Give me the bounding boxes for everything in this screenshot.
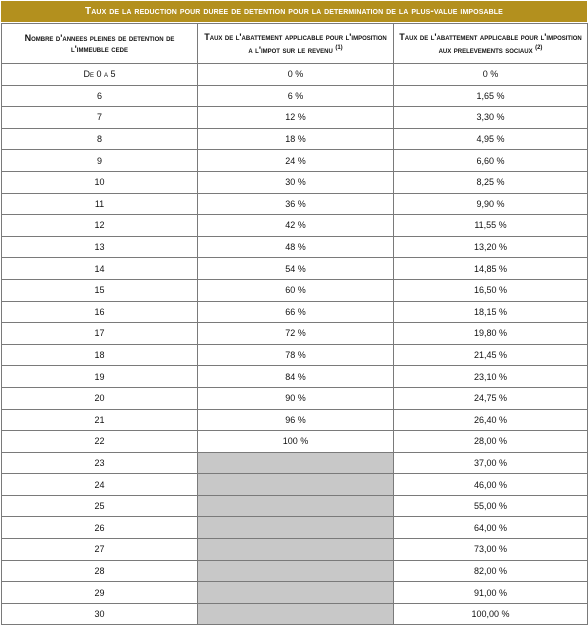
footnote-1: (1) <box>335 44 343 51</box>
cell-years: 7 <box>2 107 198 129</box>
header-row <box>2 24 588 64</box>
cell-ir-rate: 54 % <box>198 258 394 280</box>
table-row <box>2 193 588 215</box>
cell-ir-rate: 60 % <box>198 279 394 301</box>
table-row <box>2 366 588 388</box>
table-row <box>2 279 588 301</box>
cell-ir-rate: 90 % <box>198 387 394 409</box>
cell-ps-rate: 3,30 % <box>394 107 588 129</box>
cell-ir-rate: 0 % <box>198 64 394 86</box>
cell-ps-rate: 24,75 % <box>394 387 588 409</box>
cell-years: 22 <box>2 431 198 453</box>
table-row <box>2 301 588 323</box>
cell-ir-rate: 78 % <box>198 344 394 366</box>
cell-ps-rate: 13,20 % <box>394 236 588 258</box>
cell-years: 26 <box>2 517 198 539</box>
table-row <box>2 215 588 237</box>
cell-years: 23 <box>2 452 198 474</box>
cell-ir-rate: 72 % <box>198 323 394 345</box>
table-row <box>2 539 588 561</box>
cell-years: 24 <box>2 474 198 496</box>
cell-years: 16 <box>2 301 198 323</box>
cell-ps-rate: 37,00 % <box>394 452 588 474</box>
cell-ir-rate <box>198 474 394 496</box>
footnote-2: (2) <box>535 44 543 51</box>
table-row <box>2 258 588 280</box>
cell-ir-rate: 12 % <box>198 107 394 129</box>
cell-ir-rate: 42 % <box>198 215 394 237</box>
table-row <box>2 171 588 193</box>
table-row <box>2 344 588 366</box>
cell-ps-rate: 14,85 % <box>394 258 588 280</box>
table-row <box>2 409 588 431</box>
cell-years: 14 <box>2 258 198 280</box>
cell-ps-rate: 1,65 % <box>394 85 588 107</box>
cell-years: 28 <box>2 560 198 582</box>
cell-years: 11 <box>2 193 198 215</box>
cell-ps-rate: 8,25 % <box>394 171 588 193</box>
cell-ir-rate: 100 % <box>198 431 394 453</box>
table-row <box>2 495 588 517</box>
cell-ir-rate: 48 % <box>198 236 394 258</box>
reduction-table <box>1 23 588 625</box>
table-row <box>2 582 588 604</box>
cell-ir-rate: 36 % <box>198 193 394 215</box>
cell-ps-rate: 73,00 % <box>394 539 588 561</box>
cell-ir-rate <box>198 539 394 561</box>
cell-years: 15 <box>2 279 198 301</box>
header-ir-rate <box>198 24 394 64</box>
table-row <box>2 517 588 539</box>
cell-ps-rate: 4,95 % <box>394 128 588 150</box>
cell-years: De 0 a 5 <box>2 64 198 86</box>
cell-ir-rate <box>198 560 394 582</box>
table-body <box>2 64 588 625</box>
table-row <box>2 603 588 625</box>
header-years-label: Nombre d'annees pleines de detention de l'immeuble cede <box>24 32 175 54</box>
cell-years: 25 <box>2 495 198 517</box>
table-row <box>2 150 588 172</box>
cell-years: 29 <box>2 582 198 604</box>
cell-ps-rate: 0 % <box>394 64 588 86</box>
cell-ps-rate: 21,45 % <box>394 344 588 366</box>
cell-ir-rate: 96 % <box>198 409 394 431</box>
header-ir-label: Taux de l'abattement applicable pour l'imposition a l'impot sur le revenu <box>204 31 387 55</box>
cell-ir-rate <box>198 452 394 474</box>
cell-ps-rate: 100,00 % <box>394 603 588 625</box>
table-row <box>2 323 588 345</box>
table-row <box>2 387 588 409</box>
cell-ps-rate: 26,40 % <box>394 409 588 431</box>
cell-ps-rate: 23,10 % <box>394 366 588 388</box>
cell-years: 27 <box>2 539 198 561</box>
table-row <box>2 107 588 129</box>
table-row <box>2 64 588 86</box>
cell-ps-rate: 64,00 % <box>394 517 588 539</box>
cell-ir-rate: 24 % <box>198 150 394 172</box>
cell-ps-rate: 91,00 % <box>394 582 588 604</box>
cell-ps-rate: 46,00 % <box>394 474 588 496</box>
cell-years: 19 <box>2 366 198 388</box>
cell-ir-rate: 84 % <box>198 366 394 388</box>
table-row <box>2 85 588 107</box>
cell-ps-rate: 6,60 % <box>394 150 588 172</box>
cell-ps-rate: 28,00 % <box>394 431 588 453</box>
header-ps-label: Taux de l'abattement applicable pour l'imposition aux prelevements sociaux <box>399 31 582 55</box>
cell-ir-rate <box>198 582 394 604</box>
cell-ps-rate: 16,50 % <box>394 279 588 301</box>
cell-years: 13 <box>2 236 198 258</box>
cell-years: 18 <box>2 344 198 366</box>
header-ps-rate <box>394 24 588 64</box>
header-years <box>2 24 198 64</box>
cell-years: 21 <box>2 409 198 431</box>
table-title: Taux de la reduction pour duree de detention pour la determination de la plus-value imposable <box>1 1 587 22</box>
table-row <box>2 236 588 258</box>
cell-years: 10 <box>2 171 198 193</box>
cell-ir-rate: 18 % <box>198 128 394 150</box>
cell-ps-rate: 55,00 % <box>394 495 588 517</box>
table-row <box>2 474 588 496</box>
cell-years: 12 <box>2 215 198 237</box>
cell-ps-rate: 82,00 % <box>394 560 588 582</box>
cell-ir-rate: 30 % <box>198 171 394 193</box>
cell-ir-rate <box>198 517 394 539</box>
cell-ir-rate <box>198 495 394 517</box>
table-row <box>2 560 588 582</box>
cell-ps-rate: 18,15 % <box>394 301 588 323</box>
table-row <box>2 128 588 150</box>
cell-years: 8 <box>2 128 198 150</box>
table-row <box>2 452 588 474</box>
cell-ps-rate: 9,90 % <box>394 193 588 215</box>
cell-years: 17 <box>2 323 198 345</box>
cell-ps-rate: 11,55 % <box>394 215 588 237</box>
cell-years: 6 <box>2 85 198 107</box>
cell-years: 30 <box>2 603 198 625</box>
cell-years: 20 <box>2 387 198 409</box>
cell-ps-rate: 19,80 % <box>394 323 588 345</box>
cell-ir-rate: 66 % <box>198 301 394 323</box>
table-row <box>2 431 588 453</box>
cell-ir-rate <box>198 603 394 625</box>
cell-ir-rate: 6 % <box>198 85 394 107</box>
cell-years: 9 <box>2 150 198 172</box>
